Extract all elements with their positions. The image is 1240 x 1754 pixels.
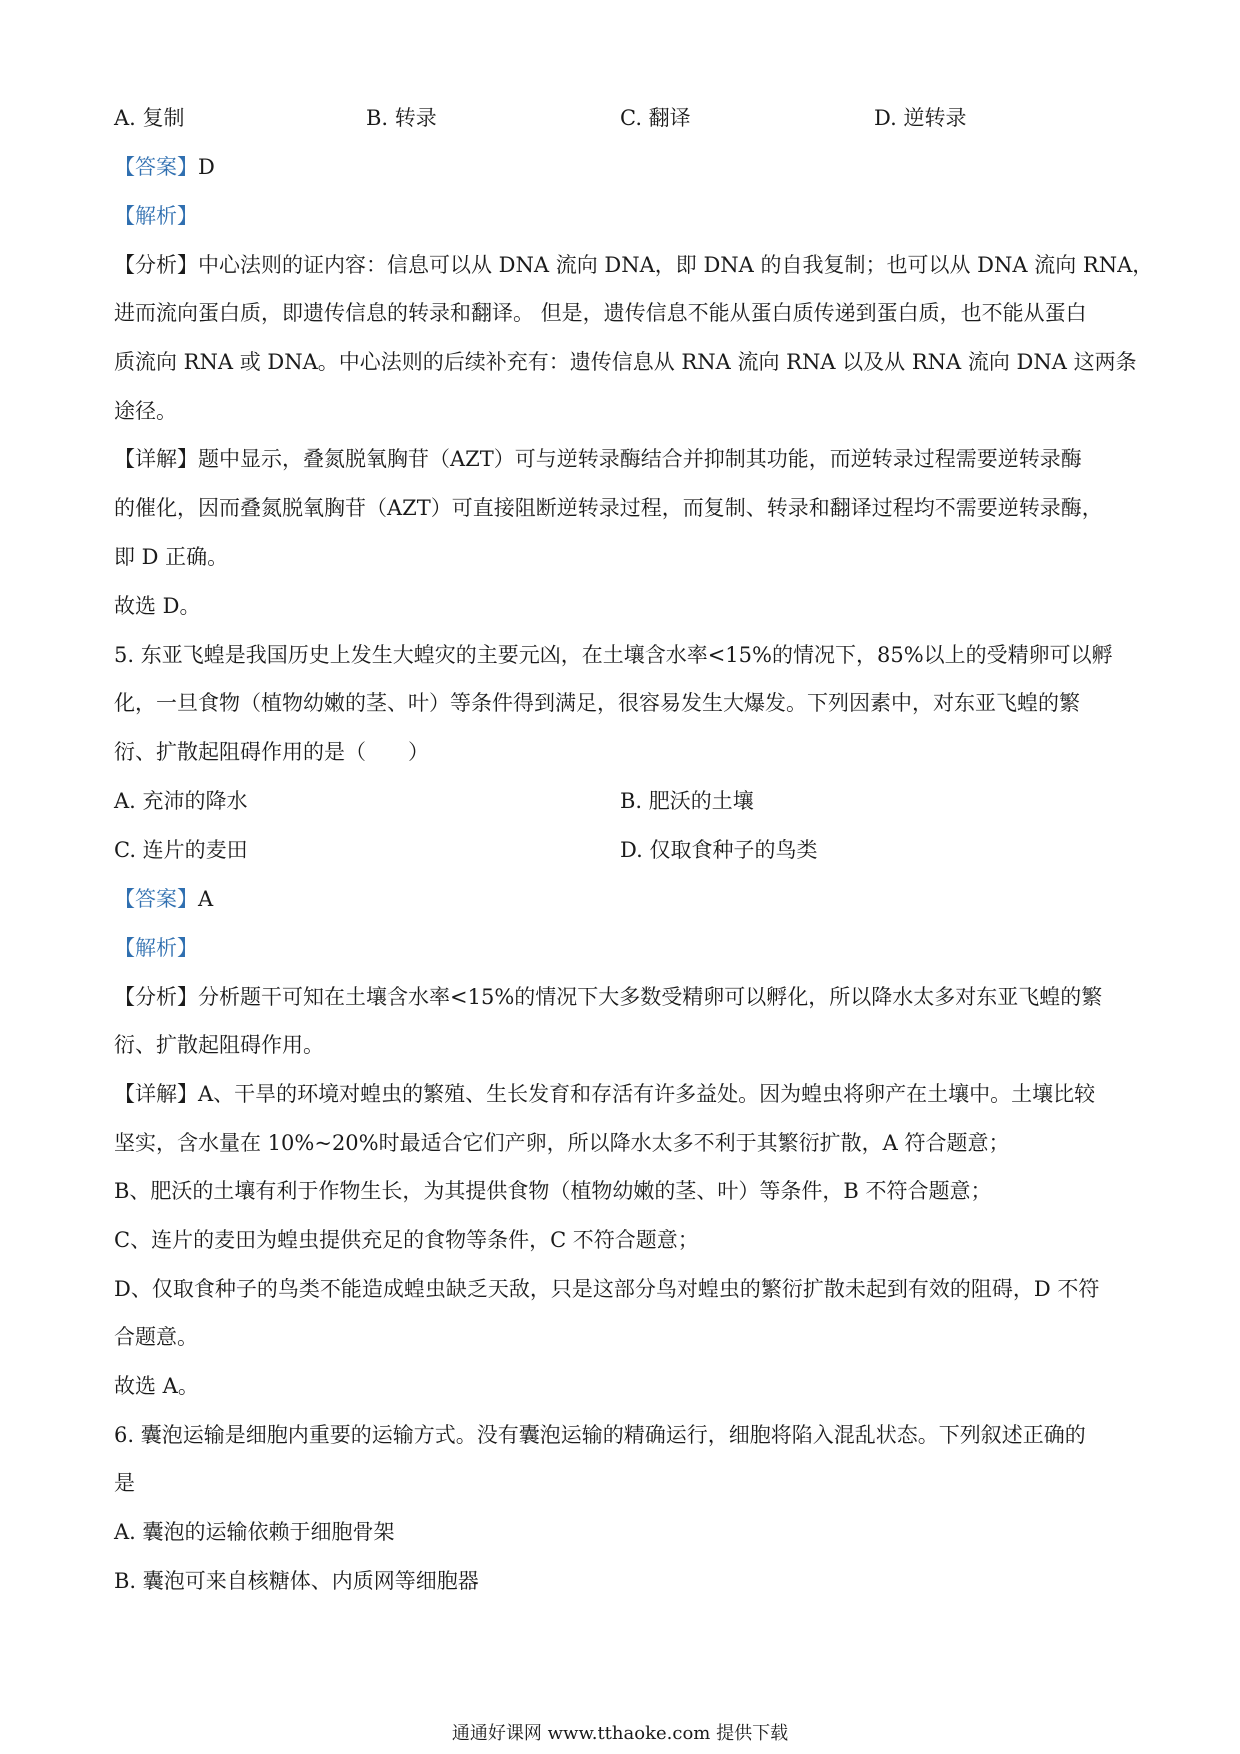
q5-xiangjie-line-3: B、肥沃的土壤有利于作物生长，为其提供食物（植物幼嫩的茎、叶）等条件，B 不符合题意；: [114, 1179, 992, 1203]
jiexi-tag: 【解析】: [114, 936, 198, 960]
q6-option-a: A. 囊泡的运输依赖于细胞骨架: [114, 1520, 395, 1544]
q5-stem-line-2: 化，一旦食物（植物幼嫩的茎、叶）等条件得到满足，很容易发生大爆发。下列因素中，对东亚飞蝗的繁: [114, 691, 1080, 715]
q4-option-c: C. 翻译: [620, 106, 691, 130]
fenxi-tag: 【分析】: [114, 253, 198, 277]
xiangjie-tag: 【详解】: [114, 447, 198, 471]
q4-option-d: D. 逆转录: [874, 106, 967, 130]
q4-fenxi-line-3: 质流向 RNA 或 DNA。中心法则的后续补充有：遗传信息从 RNA 流向 RNA 以及从 RNA 流向 DNA 这两条: [114, 350, 1137, 374]
q6-stem-line-2: 是: [114, 1471, 135, 1495]
fenxi-text: 中心法则的证内容：信息可以从 DNA 流向 DNA，即 DNA 的自我复制；也可以从 DNA 流向 RNA，: [198, 253, 1154, 277]
q4-fenxi-line-4: 途径。: [114, 399, 177, 423]
q5-jiexi-heading: [114, 933, 198, 963]
q4-option-a: A. 复制: [114, 106, 185, 130]
q5-xiangjie-line-4: C、连片的麦田为蝗虫提供充足的食物等条件，C 不符合题意；: [114, 1228, 699, 1252]
q6-option-b: B. 囊泡可来自核糖体、内质网等细胞器: [114, 1569, 479, 1593]
fenxi-tag: 【分析】: [114, 985, 198, 1009]
q6-stem-line-1: 6. 囊泡运输是细胞内重要的运输方式。没有囊泡运输的精确运行，细胞将陷入混乱状态。下列叙述正确的: [114, 1423, 1086, 1447]
q5-conclusion: 故选 A。: [114, 1374, 199, 1398]
q5-xiangjie-line-2: 坚实，含水量在 10%~20%时最适合它们产卵，所以降水太多不利于其繁衍扩散，A 符合题意；: [114, 1131, 1010, 1155]
q4-xiangjie-line-2: 的催化，因而叠氮脱氧胸苷（AZT）可直接阻断逆转录过程，而复制、转录和翻译过程均不需要逆转录酶，: [114, 496, 1103, 520]
q5-option-d: D. 仅取食种子的鸟类: [620, 838, 818, 862]
answer-tag: 【答案】: [114, 887, 198, 911]
q5-xiangjie-line-5: D、仅取食种子的鸟类不能造成蝗虫缺乏天敌，只是这部分鸟对蝗虫的繁衍扩散未起到有效的阻碍，D 不符: [114, 1277, 1100, 1301]
q4-option-b: B. 转录: [366, 106, 437, 130]
q5-option-c: C. 连片的麦田: [114, 838, 248, 862]
xiangjie-tag: 【详解】: [114, 1082, 198, 1106]
page-footer: 通通好课网 www.tthaoke.com 提供下载: [451, 1723, 789, 1744]
q5-xiangjie-line-1: [114, 1079, 1095, 1109]
q4-xiangjie-line-1: [114, 444, 1082, 474]
q4-fenxi-line-1: [114, 250, 1153, 280]
q5-option-b: B. 肥沃的土壤: [620, 789, 754, 813]
q4-jiexi-heading: [114, 201, 198, 231]
q4-xiangjie-line-3: 即 D 正确。: [114, 545, 229, 569]
answer-value: A: [198, 887, 214, 911]
q5-stem-line-3: 衍、扩散起阻碍作用的是（ ）: [114, 740, 429, 764]
q5-stem-line-1: 5. 东亚飞蝗是我国历史上发生大蝗灾的主要元凶，在土壤含水率<15%的情况下，85%以上的受精卵可以孵: [114, 643, 1113, 667]
q5-fenxi-line-1: [114, 982, 1102, 1012]
q5-answer: [114, 884, 213, 914]
xiangjie-text: 题中显示，叠氮脱氧胸苷（AZT）可与逆转录酶结合并抑制其功能，而逆转录过程需要逆转录酶: [198, 447, 1082, 471]
jiexi-tag: 【解析】: [114, 204, 198, 228]
q4-answer: [114, 152, 215, 182]
q5-xiangjie-line-6: 合题意。: [114, 1325, 198, 1349]
answer-tag: 【答案】: [114, 155, 198, 179]
q4-conclusion: 故选 D。: [114, 594, 201, 618]
answer-value: D: [198, 155, 215, 179]
q5-option-a: A. 充沛的降水: [114, 789, 248, 813]
fenxi-text: 分析题干可知在土壤含水率<15%的情况下大多数受精卵可以孵化，所以降水太多对东亚飞蝗的繁: [198, 985, 1103, 1009]
q4-fenxi-line-2: 进而流向蛋白质，即遗传信息的转录和翻译。 但是，遗传信息不能从蛋白质传递到蛋白质，也不能从蛋白: [114, 301, 1087, 325]
q5-fenxi-line-2: 衍、扩散起阻碍作用。: [114, 1033, 324, 1057]
xiangjie-text: A、干旱的环境对蝗虫的繁殖、生长发育和存活有许多益处。因为蝗虫将卵产在土壤中。土壤比较: [198, 1082, 1096, 1106]
